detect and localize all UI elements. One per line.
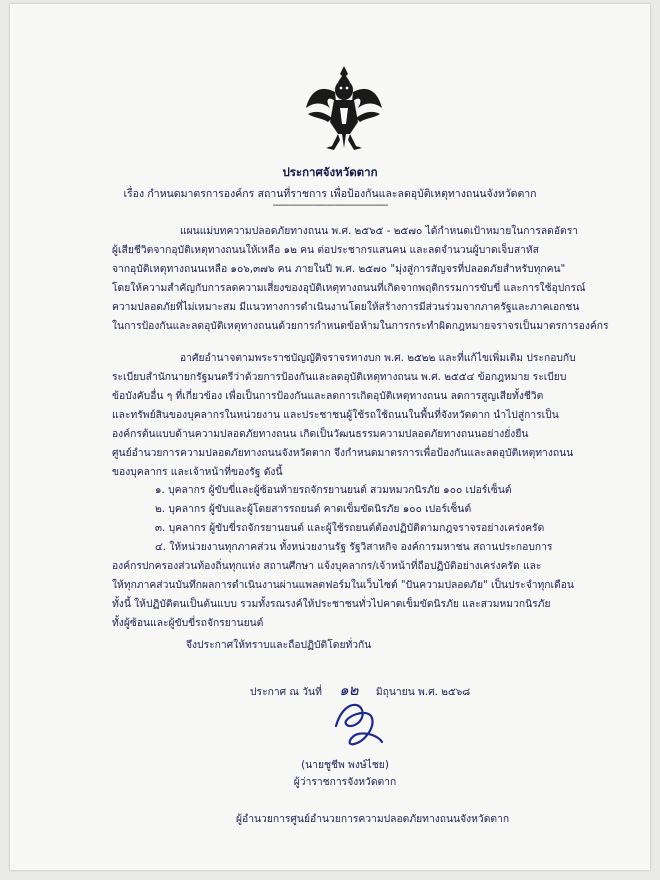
paragraph-authority: [112, 349, 632, 482]
paragraph-line: อาศัยอำนาจตามพระราชบัญญัติจราจรทางบก พ.ศ. ๒๕๒๒ และที่แก้ไขเพิ่มเติม ประกอบกับ: [180, 352, 576, 364]
signer-name: (นายชูชีพ พงษ์ไชย): [301, 759, 389, 771]
paragraph-line: ๔. ให้หน่วยงานทุกภาคส่วน ทั้งหน่วยงานรัฐ รัฐวิสาหกิจ องค์การมหาชน สถานประกอบการ: [155, 541, 553, 553]
paragraph-line: องค์กรปกครองส่วนท้องถิ่นทุกแห่ง สถานศึกษา แจ้งบุคลากร/เจ้าหน้าที่ถือปฏิบัติอย่างเคร่งครัด และ: [112, 560, 542, 572]
document-subject: เรื่อง กำหนดมาตรการองค์กร สถานที่ราชการ เพื่อป้องกันและลดอุบัติเหตุทางถนนจังหวัดตาก: [123, 188, 537, 200]
date-prefix: ประกาศ ณ วันที่: [250, 686, 322, 698]
paragraph-line: ทั้งนี้ ให้ปฏิบัติตนเป็นต้นแบบ รวมทั้งรณรงค์ให้ประชาชนทั่วไปคาดเข็มขัดนิรภัย และสวมหมวกนิรภัย: [112, 598, 551, 610]
paragraph-line: องค์กรต้นแบบด้านความปลอดภัยทางถนน เกิดเป็นวัฒนธรรมความปลอดภัยทางถนนอย่างยั่งยืน: [112, 428, 529, 440]
paragraph-line: แผนแม่บทความปลอดภัยทางถนน พ.ศ. ๒๕๖๕ - ๒๕๗๐ ได้กำหนดเป้าหมายในการลดอัตรา: [180, 225, 579, 237]
date-day-handwritten: ๑๒: [339, 681, 359, 699]
measure-item: ๒. บุคลากร ผู้ขับและผู้โดยสารรถยนต์ คาดเข็มขัดนิรภัย ๑๐๐ เปอร์เซ็นต์: [155, 503, 472, 515]
measure-item: ๓. บุคลากร ผู้ขับขี่รถจักรยานยนต์ และผู้ใช้รถยนต์ต้องปฏิบัติตามกฎจราจรอย่างเคร่งครัด: [155, 522, 545, 534]
garuda-emblem-icon: [304, 62, 384, 152]
paragraph-line: โดยให้ความสำคัญกับการลดความเสี่ยงของอุบัติเหตุทางถนนที่เกิดจากพฤติกรรมการขับขี่ และการใช้อุปกรณ์: [112, 282, 586, 294]
document-page: [10, 4, 650, 870]
paragraph-measure-4: [112, 538, 632, 633]
paragraph-line: ข้อบังคับอื่น ๆ ที่เกี่ยวข้อง เพื่อเป็นการป้องกันและลดการเกิดอุบัติเหตุทางถนน ลดการสูญเสียทั้งชีวิต: [112, 390, 544, 402]
paragraph-line: ความปลอดภัยที่ไม่เหมาะสม มีแนวทางการดำเนินงานโดยให้สร้างการมีส่วนร่วมจากภาครัฐและภาคเอกชน: [112, 301, 580, 313]
paragraph-line: ให้ทุกภาคส่วนบันทึกผลการดำเนินงานผ่านแพลตฟอร์มในเว็บไซต์ "ปันความปลอดภัย" เป็นประจำทุกเดือน: [112, 579, 574, 591]
paragraph-line: ในการป้องกันและลดอุบัติเหตุทางถนนด้วยการกำหนดข้อห้ามในการกระทำผิดกฎหมายจราจรเป็นมาตรการองค์กร: [112, 320, 609, 332]
date-month-year: มิถุนายน พ.ศ. ๒๕๖๘: [375, 686, 471, 698]
paragraph-line: และทรัพย์สินของบุคลากรในหน่วยงาน และประชาชนผู้ใช้รถใช้ถนนในพื้นที่จังหวัดตาก นำไปสู่การเป็น: [112, 409, 559, 421]
paragraph-line: ศูนย์อำนวยการความปลอดภัยทางถนนจังหวัดตาก จึงกำหนดมาตรการเพื่อป้องกันและลดอุบัติเหตุทางถนน: [112, 447, 574, 459]
paragraph-background: [112, 222, 632, 336]
paragraph-line: ของบุคลากร และเจ้าหน้าที่ของรัฐ ดังนี้: [112, 466, 283, 478]
document-title: ประกาศจังหวัดตาก: [282, 165, 378, 179]
paragraph-line: จากอุบัติเหตุทางถนนเหลือ ๑๐๖,๓๗๖ คน ภายในปี พ.ศ. ๒๕๗๐ "มุ่งสู่การสัญจรที่ปลอดภัยสำหรับทุกคน": [112, 263, 566, 275]
measure-item: ๑. บุคลากร ผู้ขับขี่และผู้ซ้อนท้ายรถจักรยานยนต์ สวมหมวกนิรภัย ๑๐๐ เปอร์เซ็นต์: [155, 484, 512, 496]
signature: [328, 696, 388, 748]
responsible-office: ผู้อำนวยการศูนย์อำนวยการความปลอดภัยทางถนนจังหวัดตาก: [236, 813, 510, 825]
paragraph-line: ระเบียบสำนักนายกรัฐมนตรีว่าด้วยการป้องกันและลดอุบัติเหตุทางถนน พ.ศ. ๒๕๕๔ ข้อกฎหมาย ระเบียบ: [112, 371, 567, 383]
signer-position: ผู้ว่าราชการจังหวัดตาก: [293, 776, 397, 788]
paragraph-line: ทั้งผู้ซ้อนและผู้ขับขี่รถจักรยานยนต์: [112, 617, 264, 629]
paragraph-line: ผู้เสียชีวิตจากอุบัติเหตุทางถนนให้เหลือ ๑๒ คน ต่อประชากรแสนคน และลดจำนวนผู้บาดเจ็บสาหัส: [112, 244, 539, 256]
closing-statement: จึงประกาศให้ทราบและถือปฏิบัติโดยทั่วกัน: [186, 639, 372, 651]
divider: --------------------------------------------: [272, 200, 388, 211]
measures-list: [155, 481, 544, 538]
